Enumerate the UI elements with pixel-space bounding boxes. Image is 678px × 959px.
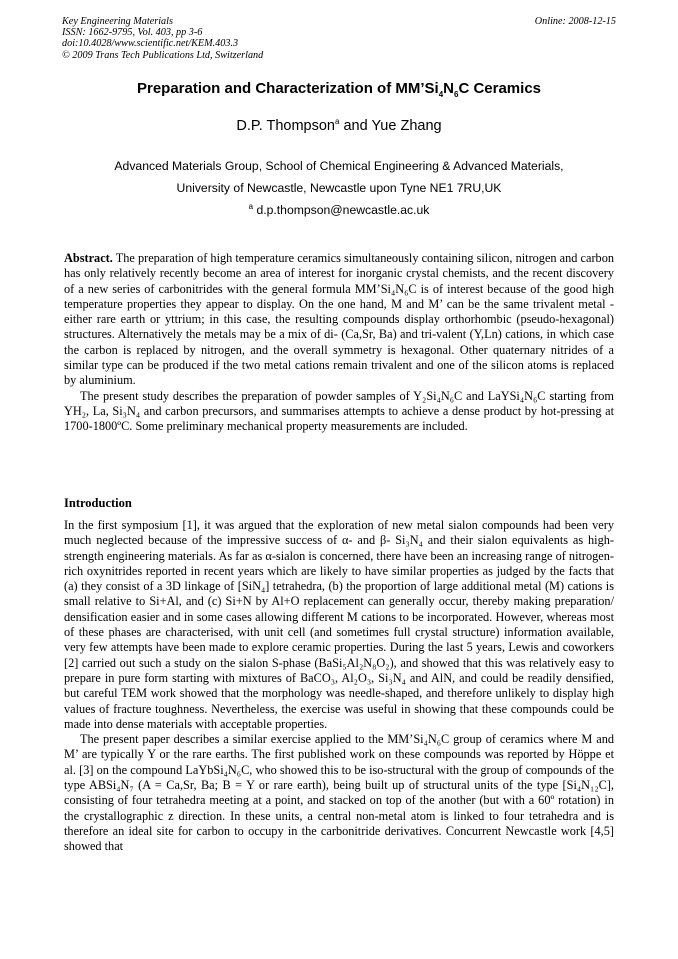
paper-title: Preparation and Characterization of $MM’Si_4N_6C$ Ceramics [136, 80, 541, 99]
authors: D.P. Thompson$^a$ and Yue Zhang [236, 117, 442, 134]
section-heading-introduction: Introduction [64, 496, 132, 510]
online-date: Online: 2008-12-15 [534, 16, 616, 27]
abstract-label: Abstract. [64, 251, 113, 265]
issn-line: ISSN: 1662-9795, Vol. 403, pp 3-6 [62, 27, 203, 39]
affiliation [0, 155, 678, 221]
email-line: $^a$ d.p.thompson@newcastle.ac.uk [248, 201, 430, 217]
introduction-paragraph-2: The present paper describes a similar exercise applied to the MM’Si₄N₆C group of ceramics where M and M’ are typically Y or the rare earths. The first published work on these compounds was reported by Höppe et al. [3] on the compound LaYbSi₄N₆C, who showed this to be iso-structural with the group of compounds of the type ABSi₄N₇ (A = Ca,Sr, Ba; B = Y or rare earth), being built up of structural units of the type [Si₄N₁₂C], consisting of four tetrahedra meeting at a point, and stacked on top of the another (but with a 60º rotation) in the crystallographic z direction. In these units, a central non-metal atom is linked to four tetrahedra and is therefore an ideal site for carbon to occupy in the carbonitride derivatives. Concurrent Newcastle work [4,5] showed that [64, 732, 614, 854]
abstract-paragraph-2: The present study describes the preparation of powder samples of Y₂Si₄N₆C and LaYSi₄N₆C starting from YH₂, La, Si₃N₄ and carbon precursors, and summarises attempts to achieve a dense product by hot-pressing at 1700-1800ºC. Some preliminary mechanical property measurements are included. [64, 388, 614, 434]
email-link[interactable]: d.p.thompson@newcastle.ac.uk [253, 203, 430, 217]
copyright-line: © 2009 Trans Tech Publications Ltd, Switzerland [62, 49, 264, 61]
journal-header [62, 16, 616, 61]
abstract [64, 251, 614, 435]
journal-name: Key Engineering Materials [62, 16, 173, 27]
affiliation-line-1: Advanced Materials Group, School of Chemical Engineering & Advanced Materials, [114, 159, 564, 173]
introduction-body [64, 518, 614, 855]
doi-line[interactable]: doi:10.4028/www.scientific.net/KEM.403.3 [62, 38, 239, 50]
abstract-paragraph-1: Abstract. The preparation of high temperature ceramics simultaneously containing silicon, nitrogen and carbon has only relatively recently become an area of interest for inorganic crystal chemists, and the recent discovery of a new series of carbonitrides with the general formula MM’Si₄N₆C is of interest because of the good high temperature properties they appear to display. On the one hand, M and M’ can be the same trivalent metal - either rare earth or yttrium; in this case, the resulting compounds display orthorhombic (pseudo-hexagonal) structures. Alternatively the metals may be a mix of di- (Ca,Sr, Ba) and tri-valent (Y,Ln) cations, in which case the carbon is replaced by nitrogen, and the overall symmetry is hexagonal. Other quaternary nitrides of a similar type can be produced if the two metal cations remain trivalent and one of the silicon atoms is replaced by aluminium. [64, 251, 614, 388]
affiliation-line-2: University of Newcastle, Newcastle upon Tyne NE1 7RU,UK [176, 181, 502, 195]
introduction-paragraph-1: In the first symposium [1], it was argued that the exploration of new metal sialon compounds had been very much neglected because of the impressive success of α- and β- Si₃N₄ and their sialon equivalents as high-strength engineering materials. As far as α-sialon is concerned, there have been an increasing range of nitrogen-rich oxynitrides reported in recent years which are likely to have similar properties as judged by the facts that (a) they consist of a 3D linkage of [SiN₄] tetrahedra, (b) the proportion of large additional metal (M) cations is small relative to Si+Al, and (c) Si+N by Al+O replacement can generally occur, thereby making preparation/ densification easier and in some cases allowing different M cations to be incorporated. However, whereas most of these phases are characterised, with unit cell (and sometimes full crystal structure) information available, very few attempts have been made to explore ceramic properties. During the last 5 years, Lewis and coworkers [2] carried out such a study on the sialon S-phase (BaSi₅Al₂N₈O₂), and showed that this was relatively easy to prepare in pure form starting with mixtures of BaCO₃, Al₂O₃, Si₃N₄ and AlN, and could be readily densified, but careful TEM work showed that the morphology was needle-shaped, and therefore unlikely to display high values of fracture toughness. Nevertheless, the exercise was useful in showing that these compounds could be made into dense materials with acceptable properties. [64, 518, 614, 731]
